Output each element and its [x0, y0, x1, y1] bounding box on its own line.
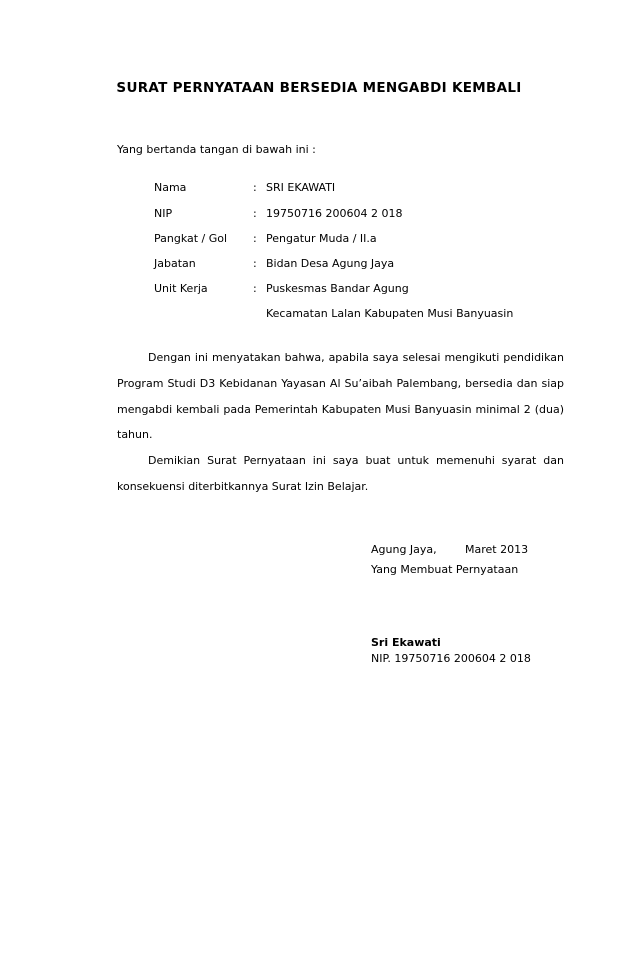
field-value-nama: SRI EKAWATI	[266, 181, 336, 194]
signature-place: Agung Jaya,	[371, 543, 437, 556]
paragraph1-line: Dengan ini menyatakan bahwa, apabila saya selesai mengikuti pendidikan	[148, 351, 564, 364]
field-colon: :	[253, 207, 257, 220]
signature-nip: NIP. 19750716 200604 2 018	[371, 652, 531, 665]
field-colon: :	[253, 181, 257, 194]
paragraph2-line: konsekuensi diterbitkannya Surat Izin Belajar.	[117, 480, 369, 493]
field-label-nama: Nama	[154, 181, 187, 194]
field-value-jabatan: Bidan Desa Agung Jaya	[266, 257, 395, 270]
field-value-unit-kerja-line2: Kecamatan Lalan Kabupaten Musi Banyuasin	[266, 307, 514, 320]
field-label-jabatan: Jabatan	[154, 257, 196, 270]
field-value-unit-kerja: Puskesmas Bandar Agung	[266, 282, 409, 295]
intro-text: Yang bertanda tangan di bawah ini :	[117, 143, 316, 156]
field-value-nip: 19750716 200604 2 018	[266, 207, 403, 220]
field-value-pangkat: Pengatur Muda / II.a	[266, 232, 377, 245]
paragraph1-line: mengabdi kembali pada Pemerintah Kabupaten Musi Banyuasin minimal 2 (dua)	[117, 403, 564, 416]
document-title: SURAT PERNYATAAN BERSEDIA MENGABDI KEMBALI	[116, 80, 522, 96]
paragraph1-line: tahun.	[117, 428, 153, 441]
field-label-pangkat: Pangkat / Gol	[154, 232, 228, 245]
signature-date: Maret 2013	[465, 543, 529, 556]
field-colon: :	[253, 282, 257, 295]
field-label-unit-kerja: Unit Kerja	[154, 282, 208, 295]
paragraph2-line: Demikian Surat Pernyataan ini saya buat untuk memenuhi syarat dan	[148, 454, 564, 467]
paragraph1-line: Program Studi D3 Kebidanan Yayasan Al Su’aibah Palembang, bersedia dan siap	[117, 377, 564, 390]
field-colon: :	[253, 232, 257, 245]
field-label-nip: NIP	[154, 207, 173, 220]
field-colon: :	[253, 257, 257, 270]
signature-name: Sri Ekawati	[371, 636, 441, 649]
signature-role: Yang Membuat Pernyataan	[371, 563, 519, 576]
